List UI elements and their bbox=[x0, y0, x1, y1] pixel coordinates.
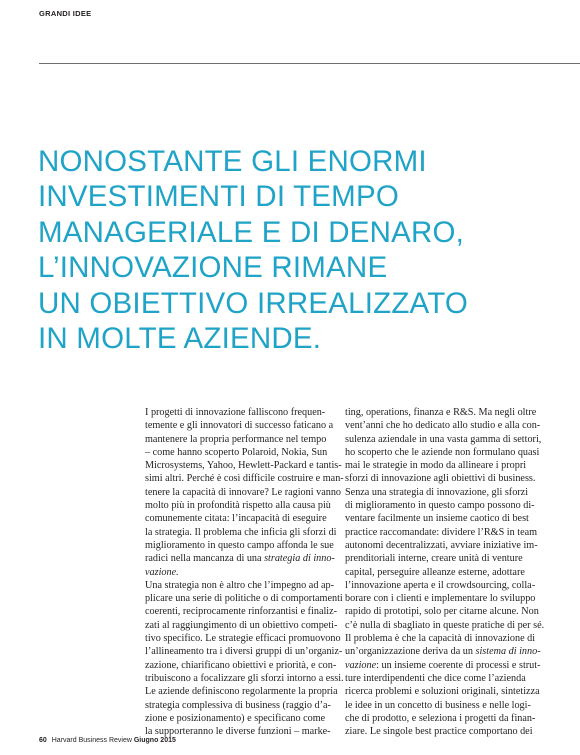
body-line: l’innovazione aperta e il crowdsourcing, colla- bbox=[345, 579, 536, 591]
body-line: un’organizzazione deriva da un sistema di inno- bbox=[345, 646, 541, 658]
body-line: di miglioramento in questo campo possono di- bbox=[345, 500, 535, 512]
body-line: la supporteranno le diverse funzioni – marke- bbox=[145, 726, 331, 738]
body-line: vazione. bbox=[145, 566, 179, 578]
pull-quote-line: L’INNOVAZIONE RIMANE bbox=[38, 251, 388, 285]
body-line: molto più in profondità rispetto alla causa più bbox=[145, 500, 331, 512]
publication-name: Harvard Business Review bbox=[51, 737, 132, 744]
body-line: vent’anni che ho dedicato allo studio e alla con- bbox=[345, 420, 541, 432]
section-label: GRANDI IDEE bbox=[39, 9, 92, 18]
body-line: tribuiscono a focalizzare gli sforzi intorno a essi. bbox=[145, 672, 344, 684]
body-line: mantenere la propria performance nel tempo bbox=[145, 433, 327, 445]
body-line: zazione, chiarificano obiettivi e priorità, e con- bbox=[145, 659, 337, 671]
body-line: zati al raggiungimento di un obiettivo competi- bbox=[145, 619, 338, 631]
body-line: sforzi di innovazione agli obiettivi di business. bbox=[345, 473, 536, 485]
pull-quote-line: IN MOLTE AZIENDE. bbox=[38, 322, 322, 356]
body-line: ventare facilmente un insieme caotico di best bbox=[345, 513, 529, 525]
body-column-left bbox=[145, 406, 345, 738]
page-footer bbox=[39, 737, 176, 744]
pull-quote-line: NONOSTANTE GLI ENORMI bbox=[38, 145, 427, 178]
body-line: simi altri. Perché è così difficile costruire e man- bbox=[145, 473, 344, 485]
body-line: rapido di prototipi, solo per citarne alcune. Non bbox=[345, 606, 539, 618]
body-column-right bbox=[345, 406, 545, 738]
body-line: autonomi decentralizzati, avviare iniziative im- bbox=[345, 539, 538, 551]
body-line: comunemente citata: l’incapacità di eseguire bbox=[145, 513, 327, 525]
body-line: prenditoriali interne, creare unità di venture bbox=[345, 553, 523, 565]
body-line: Microsystems, Yahoo, Hewlett-Packard e tantis- bbox=[145, 460, 342, 472]
body-line: Le aziende definiscono regolarmente la propria bbox=[145, 686, 338, 698]
body-line: plicare una serie di politiche o di comportamenti bbox=[145, 593, 343, 605]
body-line: l’allineamento tra i diversi gruppi di un’organiz- bbox=[145, 646, 343, 658]
body-line: che di prodotto, e seleziona i progetti da finan- bbox=[345, 712, 536, 724]
body-line: ting, operations, finanza e R&S. Ma negli oltre bbox=[345, 407, 537, 418]
body-line: ho scoperto che le aziende non formulano quasi bbox=[345, 446, 540, 458]
body-line: borare con i clienti e implementare lo sviluppo bbox=[345, 593, 536, 605]
body-line: mai le strategie in modo da allineare i propri bbox=[345, 460, 527, 472]
body-line: vazione: un insieme coerente di processi e strut- bbox=[345, 659, 541, 671]
body-line: coerenti, reciprocamente rinforzantisi e finaliz- bbox=[145, 606, 338, 618]
body-line: miglioramento in questo campo affonda le sue bbox=[145, 539, 334, 551]
body-line: practice raccomandate: dividere l’R&S in team bbox=[345, 526, 538, 538]
header-rule bbox=[39, 63, 580, 64]
body-line: capital, perseguire alleanze esterne, adottare bbox=[345, 566, 525, 578]
pull-quote-line: MANAGERIALE E DI DENARO, bbox=[38, 215, 465, 249]
body-line: ricerca problemi e soluzioni originali, sintetizza bbox=[345, 686, 540, 698]
body-line: Senza una strategia di innovazione, gli sforzi bbox=[345, 486, 529, 498]
emphasis-text: strategia di inno- bbox=[264, 553, 335, 565]
body-line: zione e posizionamento) e specificano come bbox=[145, 712, 326, 724]
emphasis-text: sistema di inno- bbox=[475, 646, 541, 658]
issue-date: Giugno 2015 bbox=[133, 737, 176, 744]
pull-quote-line: INVESTIMENTI DI TEMPO bbox=[38, 180, 399, 214]
body-line: – come hanno scoperto Polaroid, Nokia, Sun bbox=[145, 446, 328, 458]
body-line: ture interdipendenti che dice come l’azienda bbox=[345, 672, 526, 684]
body-line: I progetti di innovazione falliscono frequen- bbox=[145, 407, 326, 418]
body-line: tivo specifico. Le strategie efficaci promuovono bbox=[145, 633, 341, 645]
pull-quote bbox=[38, 144, 568, 356]
body-line: c’è nulla di sbagliato in queste pratiche di per sé. bbox=[345, 619, 545, 631]
body-line: Una strategia non è altro che l’impegno ad ap- bbox=[145, 579, 334, 591]
page-number: 60 bbox=[39, 737, 47, 744]
body-line: Il problema è che la capacità di innovazione di bbox=[345, 633, 536, 645]
body-line: strategia complessiva di business (raggio d’a- bbox=[145, 699, 331, 711]
pull-quote-line: UN OBIETTIVO IRREALIZZATO bbox=[38, 286, 469, 320]
body-line: temente e gli innovatori di successo faticano a bbox=[145, 420, 334, 432]
emphasis-text: vazione bbox=[345, 659, 377, 671]
body-line: tenere la capacità di innovare? Le ragioni vanno bbox=[145, 486, 342, 498]
body-line: sulenza aziendale in una vasta gamma di settori, bbox=[345, 433, 542, 445]
body-line: radici nella mancanza di una strategia di inno- bbox=[145, 553, 335, 565]
body-line: le idee in un concetto di business e nelle logi- bbox=[345, 699, 531, 711]
body-line: la strategia. Il problema che inficia gli sforzi di bbox=[145, 526, 337, 538]
body-line: ziare. Le singole best practice comportano dei bbox=[345, 726, 533, 738]
